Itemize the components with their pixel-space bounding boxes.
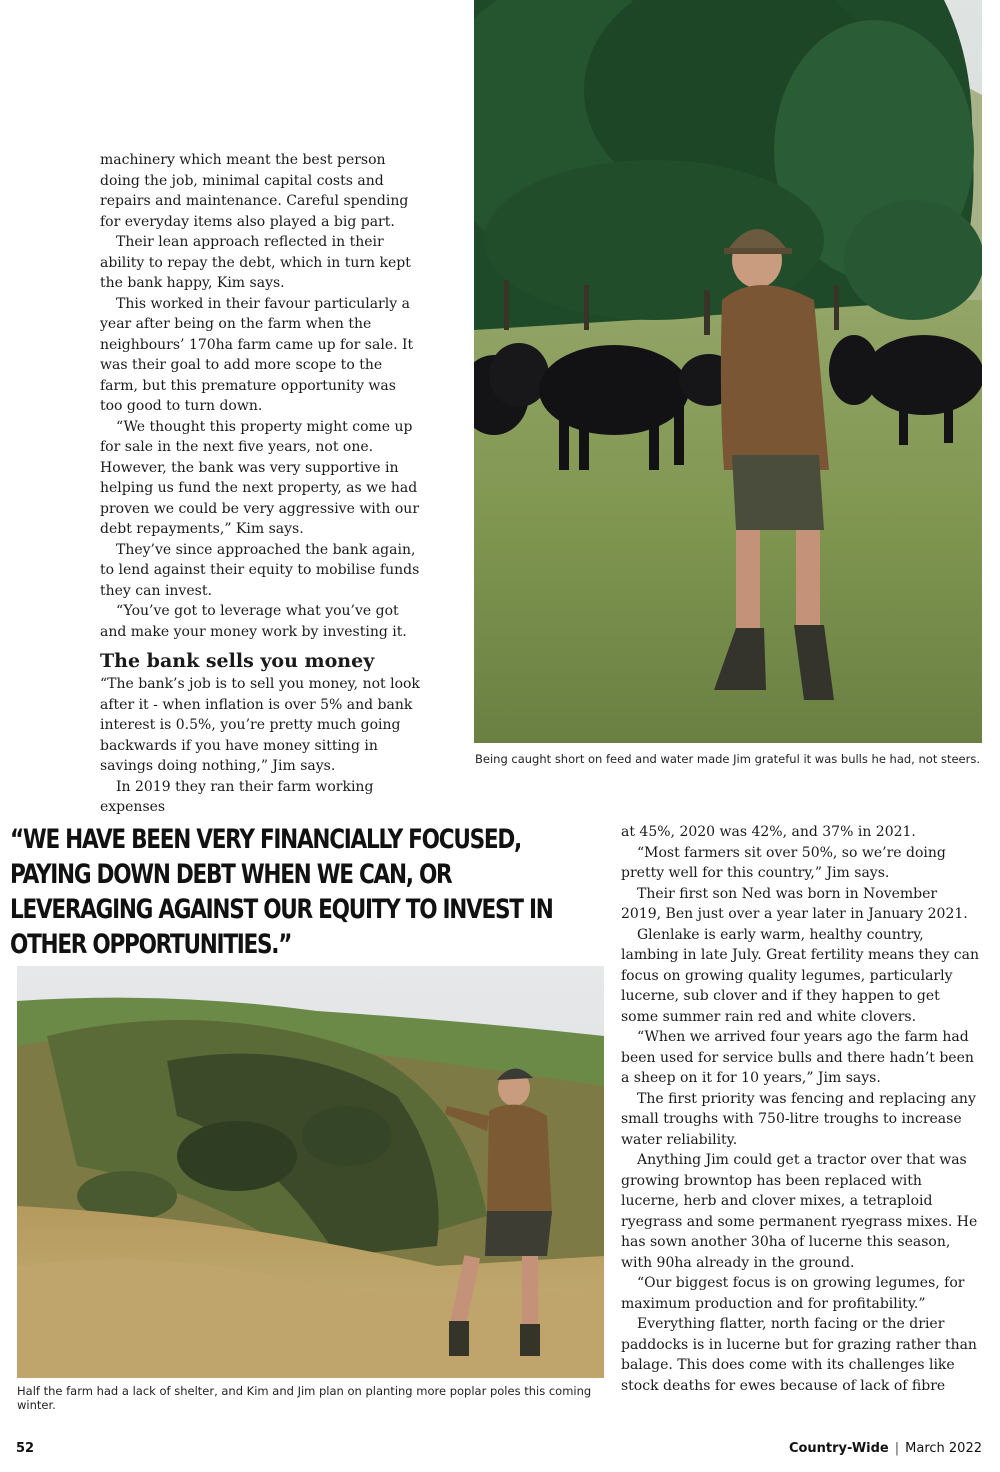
body-paragraph: Their lean approach reflected in their ability to repay the debt, which in turn kept the bank happy, Kim says. [100, 234, 411, 291]
photo-farmer-with-cattle [474, 0, 982, 743]
page-number: 52 [16, 1441, 35, 1456]
body-paragraph: In 2019 they ran their farm working expenses [100, 778, 374, 815]
section-heading: The bank sells you money [100, 650, 375, 672]
photo-caption: Being caught short on feed and water made Jim grateful it was bulls he had, not steers. [475, 752, 981, 766]
article-column-right [621, 822, 981, 1396]
pull-quote: “WE HAVE BEEN VERY FINANCIALLY FOCUSED, PAYING DOWN DEBT WHEN WE CAN, OR LEVERAGING AGAINST OUR EQUITY TO INVEST IN OTHER OPPORTUNITIES.” [10, 824, 553, 960]
body-paragraph: “We thought this property might come up for sale in the next five years, not one. However, the bank was very supportive in helping us fund the next property, as we had proven we could be very aggressive with our debt repayments,” Kim says. [100, 418, 420, 537]
body-paragraph: “Our biggest focus is on growing legumes, for maximum production and for profitability.” [621, 1275, 965, 1312]
magazine-name: Country-Wide [788, 1441, 889, 1456]
cattle-photo-illustration [474, 0, 982, 743]
footer-separator: | [894, 1441, 900, 1456]
article-column-left [100, 150, 420, 818]
body-paragraph: “The bank’s job is to sell you money, not look after it - when inflation is over 5% and bank interest is 0.5%, you’re pretty much going backwards if you have money sitting in savings doing nothing,” Jim says. [100, 676, 420, 774]
body-paragraph: Anything Jim could get a tractor over that was growing browntop has been replaced with lucerne, herb and clover mixes, a tetraploid ryegrass and some permanent ryegrass mixes. He has sown another 30ha of lucerne this season, with 90ha already in the ground. [621, 1152, 978, 1271]
gully-photo-illustration [17, 966, 604, 1378]
issue-date: March 2022 [905, 1441, 982, 1456]
body-paragraph: They’ve since approached the bank again, to lend against their equity to mobilise funds they can invest. [100, 541, 420, 599]
body-paragraph: at 45%, 2020 was 42%, and 37% in 2021. [621, 824, 916, 840]
body-paragraph: machinery which meant the best person doing the job, minimal capital costs and repairs and maintenance. Careful spending for everyday items also played a big part. [100, 152, 409, 230]
body-paragraph: Their first son Ned was born in November 2019, Ben just over a year later in January 2021. [621, 885, 968, 922]
body-paragraph: “Most farmers sit over 50%, so we’re doing pretty well for this country,” Jim says. [621, 844, 946, 881]
photo-caption: Half the farm had a lack of shelter, and Kim and Jim plan on planting more poplar poles this coming winter. [17, 1384, 592, 1412]
body-paragraph: The first priority was fencing and replacing any small troughs with 750-litre troughs to increase water reliability. [621, 1090, 976, 1148]
body-paragraph: This worked in their favour particularly a year after being on the farm when the neighbours’ 170ha farm came up for sale. It was their goal to add more scope to the farm, but this premature opportunity was too good to turn down. [100, 295, 414, 414]
body-paragraph: “You’ve got to leverage what you’ve got and make your money work by investing it. [100, 603, 407, 640]
photo-farmer-pointing-gully [17, 966, 604, 1378]
body-paragraph: Glenlake is early warm, healthy country, lambing in late July. Great fertility means they can focus on growing quality legumes, particularly lucerne, sub clover and if they happen to get some summer rain red and white clovers. [621, 926, 979, 1025]
body-paragraph: “When we arrived four years ago the farm had been used for service bulls and there hadn’t been a sheep on it for 10 years,” Jim says. [621, 1029, 974, 1086]
body-paragraph: Everything flatter, north facing or the drier paddocks is in lucerne but for grazing rather than balage. This does come with its challenges like stock deaths for ewes because of lack of fibre [621, 1316, 977, 1394]
magazine-footer [789, 1441, 982, 1456]
